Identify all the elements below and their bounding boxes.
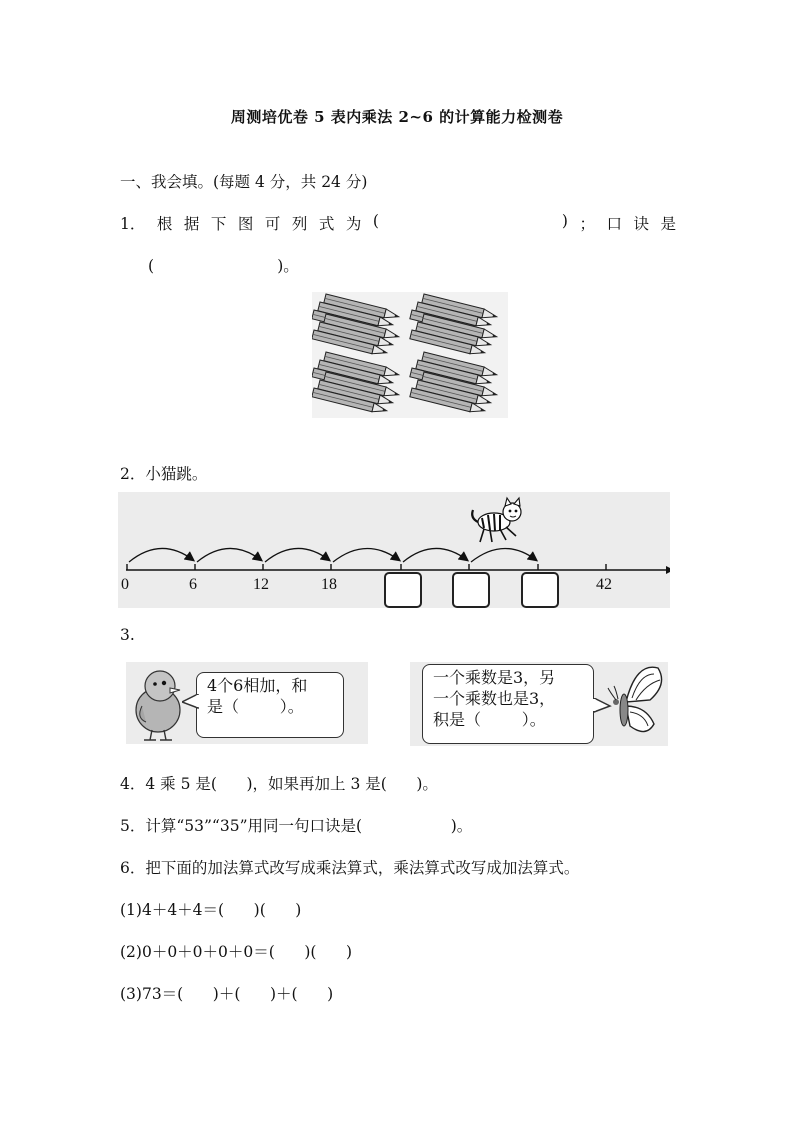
tick-label: 6: [189, 576, 197, 593]
q1-number: 1．: [120, 215, 146, 233]
q1-char: 式: [318, 215, 335, 233]
q1-char: 列: [291, 215, 308, 233]
butterfly-figure: [410, 662, 668, 746]
bubble-line: 一个乘数是3，另: [433, 668, 556, 687]
q1-char: 为: [345, 215, 362, 233]
q1-char: 是: [660, 215, 676, 233]
number-line-figure: [118, 492, 670, 608]
section-heading: 一、我会填。(每题 4 分，共 24 分): [120, 173, 368, 191]
tick-label: 42: [596, 576, 612, 593]
jump-arc: [333, 548, 399, 562]
q1-close-paren: ): [561, 212, 568, 230]
question-5[interactable]: 5．计算“53”“35”用同一句口诀是( )。: [120, 817, 473, 835]
tick-label: 18: [321, 576, 337, 593]
question-4[interactable]: 4．4 乘 5 是( )，如果再加上 3 是( )。: [120, 775, 438, 793]
answer-box[interactable]: [521, 572, 559, 608]
bubble-line: 4个6相加，和: [207, 676, 308, 695]
cat-icon: [472, 498, 521, 542]
chick-figure: [126, 662, 368, 744]
speech-bubble-left: [196, 672, 344, 738]
jump-arc: [265, 548, 329, 562]
q1-char: 图: [237, 215, 254, 233]
q6-item-1[interactable]: (1)4＋4＋4＝( )( ): [120, 901, 302, 919]
question-1: [120, 212, 676, 234]
tick-label: 0: [121, 576, 129, 593]
q1-answer-blank[interactable]: [390, 212, 550, 234]
bubble-line: 一个乘数也是3，: [433, 689, 556, 708]
bubble-tail-left: [182, 694, 202, 710]
q1-char: 下: [210, 215, 227, 233]
jump-arc: [197, 548, 261, 562]
q1-char: ；: [579, 215, 595, 233]
bubble-line[interactable]: 积是（ ）。: [433, 710, 546, 729]
q6-label: 6．把下面的加法算式改写成乘法算式，乘法算式改写成加法算式。: [120, 859, 580, 877]
jump-arc: [403, 548, 467, 562]
speech-bubble-right: [422, 664, 594, 744]
q6-item-3[interactable]: (3)73＝( )＋( )＋( ): [120, 985, 334, 1003]
tick-label: 12: [253, 576, 269, 593]
page-title: 周测培优卷 5 表内乘法 2~6 的计算能力检测卷: [230, 108, 564, 126]
q1-char: 口: [606, 215, 622, 233]
jump-arc: [129, 548, 193, 562]
q1-line2-blank[interactable]: ( )。: [148, 257, 299, 275]
q6-item-2[interactable]: (2)0＋0＋0＋0＋0＝( )( ): [120, 943, 353, 961]
q3-label: 3.: [120, 626, 135, 644]
bubble-line[interactable]: 是（ ）。: [207, 697, 304, 716]
pencil-bundles-figure: [312, 292, 508, 418]
answer-box[interactable]: [384, 572, 422, 608]
q1-char: 可: [264, 215, 281, 233]
q1-char: 根: [156, 215, 173, 233]
q1-char: 诀: [633, 215, 649, 233]
q1-open-paren: (: [372, 212, 379, 230]
answer-box[interactable]: [452, 572, 490, 608]
jump-arc: [471, 548, 536, 562]
q1-char: 据: [183, 215, 200, 233]
q2-label: 2．小猫跳。: [120, 465, 208, 483]
butterfly-icon: [606, 662, 668, 746]
axis-arrow-icon: [666, 566, 670, 574]
